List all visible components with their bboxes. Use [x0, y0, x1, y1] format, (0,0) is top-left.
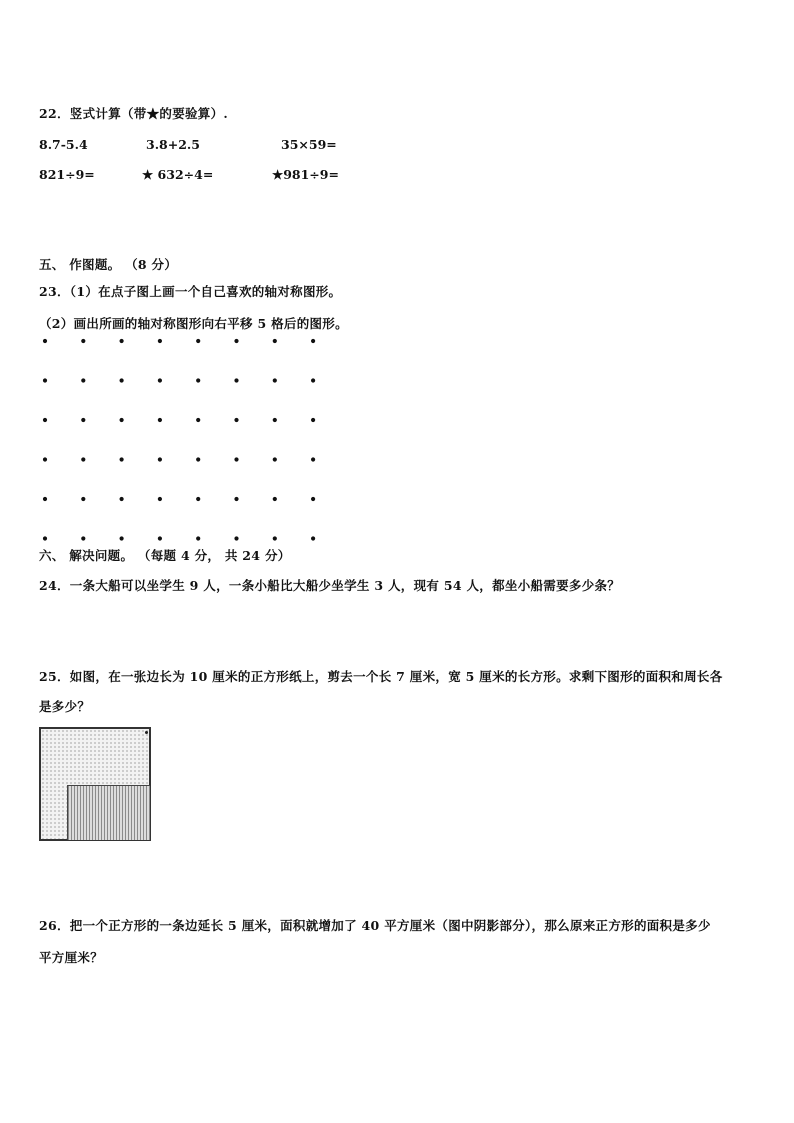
- grid-dot[interactable]: [273, 378, 277, 382]
- section-5-heading: 五、 作图题。 （8 分）: [39, 257, 178, 272]
- grid-dot[interactable]: [158, 418, 162, 422]
- grid-dot[interactable]: [196, 457, 200, 461]
- grid-dot[interactable]: [311, 457, 315, 461]
- grid-dot[interactable]: [43, 536, 47, 540]
- grid-dot[interactable]: [158, 536, 162, 540]
- grid-dot[interactable]: [273, 457, 277, 461]
- grid-dot[interactable]: [234, 497, 238, 501]
- q24-text: 24．一条大船可以坐学生 9 人，一条小船比大船少坐学生 3 人，现有 54 人，都坐小船需要多少条？: [39, 578, 621, 593]
- grid-dot[interactable]: [234, 339, 238, 343]
- q25-text-line2: 是多少？: [39, 699, 91, 714]
- grid-dot[interactable]: [273, 418, 277, 422]
- grid-dot[interactable]: [158, 497, 162, 501]
- grid-dot[interactable]: [311, 339, 315, 343]
- grid-dot[interactable]: [273, 536, 277, 540]
- grid-dot[interactable]: [43, 418, 47, 422]
- grid-dot[interactable]: [196, 339, 200, 343]
- grid-dot[interactable]: [81, 536, 85, 540]
- grid-dot[interactable]: [81, 378, 85, 382]
- grid-dot[interactable]: [273, 497, 277, 501]
- q26-text-line1: 26．把一个正方形的一条边延长 5 厘米，面积就增加了 40 平方厘米（图中阴影部分），那么原来正方形的面积是多少: [39, 918, 711, 933]
- q25-text-line1: 25．如图，在一张边长为 10 厘米的正方形纸上，剪去一个长 7 厘米，宽 5 厘米的长方形。求剩下图形的面积和周长各: [39, 669, 723, 684]
- q25-cut-rectangle: [67, 785, 150, 840]
- q25-corner-mark: [145, 731, 148, 734]
- grid-dot[interactable]: [196, 418, 200, 422]
- grid-dot[interactable]: [158, 457, 162, 461]
- q22-calc-4: 821÷9=: [39, 167, 95, 182]
- grid-dot[interactable]: [43, 457, 47, 461]
- grid-dot[interactable]: [196, 536, 200, 540]
- grid-dot[interactable]: [158, 378, 162, 382]
- grid-dot[interactable]: [311, 497, 315, 501]
- grid-dot[interactable]: [234, 378, 238, 382]
- grid-dot[interactable]: [120, 418, 124, 422]
- grid-dot[interactable]: [158, 339, 162, 343]
- q26-text-line2: 平方厘米？: [39, 950, 104, 965]
- grid-dot[interactable]: [196, 497, 200, 501]
- grid-dot[interactable]: [311, 536, 315, 540]
- dot-grid[interactable]: [0, 0, 794, 560]
- grid-dot[interactable]: [120, 378, 124, 382]
- q22-title: 22．竖式计算（带★的要验算）.: [39, 106, 229, 121]
- grid-dot[interactable]: [196, 378, 200, 382]
- grid-dot[interactable]: [120, 536, 124, 540]
- grid-dot[interactable]: [311, 378, 315, 382]
- grid-dot[interactable]: [81, 497, 85, 501]
- grid-dot[interactable]: [273, 339, 277, 343]
- grid-dot[interactable]: [81, 457, 85, 461]
- grid-dot[interactable]: [43, 378, 47, 382]
- q22-calc-2: 3.8+2.5: [146, 137, 200, 152]
- grid-dot[interactable]: [311, 418, 315, 422]
- grid-dot[interactable]: [81, 339, 85, 343]
- grid-dot[interactable]: [234, 418, 238, 422]
- q23-part2: （2）画出所画的轴对称图形向右平移 5 格后的图形。: [39, 316, 348, 331]
- grid-dot[interactable]: [234, 457, 238, 461]
- grid-dot[interactable]: [43, 339, 47, 343]
- grid-dot[interactable]: [81, 418, 85, 422]
- q25-square-figure: [39, 727, 151, 841]
- q23-part1: 23．（1）在点子图上画一个自己喜欢的轴对称图形。: [39, 284, 342, 299]
- grid-dot[interactable]: [120, 457, 124, 461]
- q22-calc-6: ★981÷9=: [272, 167, 339, 182]
- grid-dot[interactable]: [120, 339, 124, 343]
- q22-calc-3: 35×59=: [281, 137, 337, 152]
- section-6-heading: 六、 解决问题。 （每题 4 分， 共 24 分）: [39, 548, 291, 563]
- q22-calc-5: ★ 632÷4=: [142, 167, 214, 182]
- q22-calc-1: 8.7-5.4: [39, 137, 88, 152]
- grid-dot[interactable]: [43, 497, 47, 501]
- grid-dot[interactable]: [120, 497, 124, 501]
- grid-dot[interactable]: [234, 536, 238, 540]
